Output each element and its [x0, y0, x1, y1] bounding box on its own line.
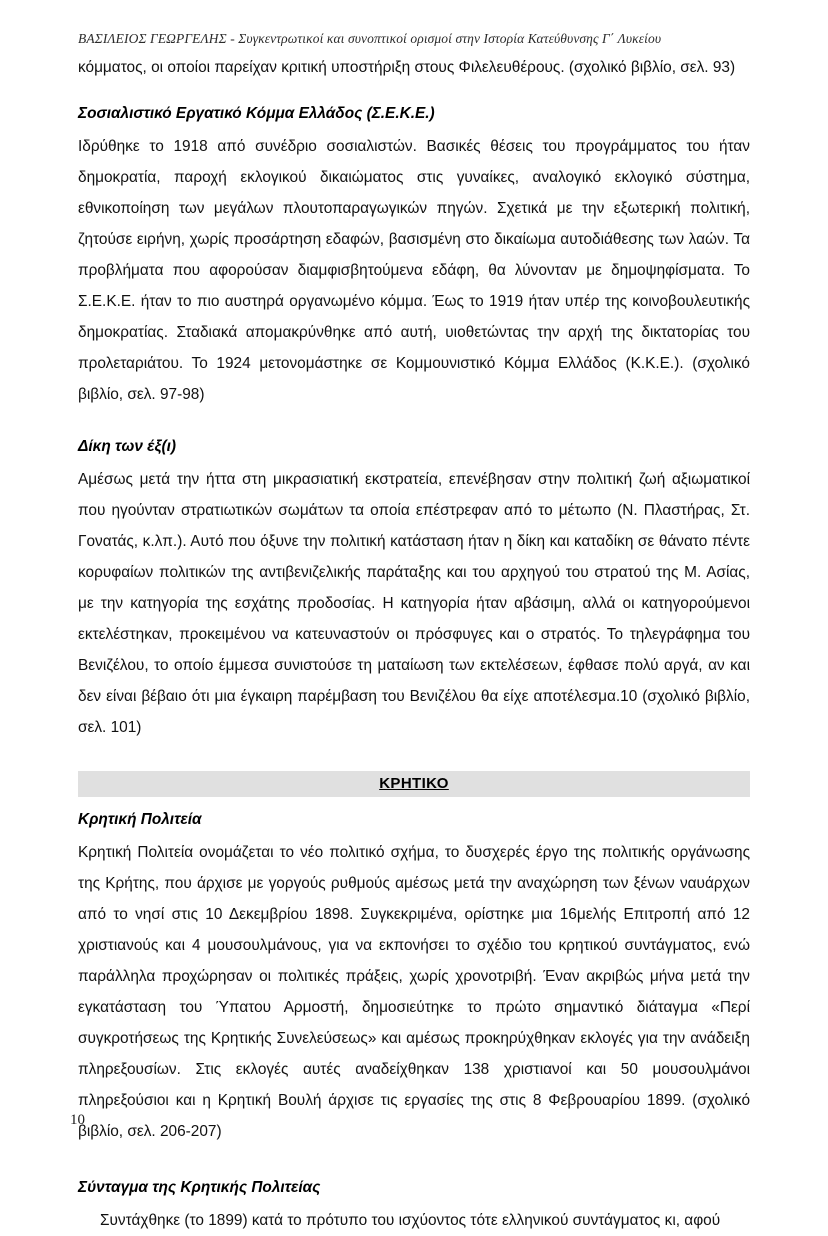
section-heading-diki-ton-exi: Δίκη των έξ(ι): [78, 438, 176, 456]
section-body-diki-ton-exi: Αμέσως μετά την ήττα στη μικρασιατική εκστρατεία, επενέβησαν στην πολιτική ζωή αξιωματικοί που ηγούνταν στρατιωτικών σωμάτων τα οποία επέστρεφαν από το μέτωπο (Ν. Πλαστήρας, Στ. Γονατάς, κ.λπ.). Αυτό που όξυνε την πολιτική κατάσταση ήταν η δίκη και καταδίκη σε θάνατο πέντε κορυφαίων πολιτικών της αντιβενιζελικής παράταξης και του αρχηγού του στρατού της Μ. Ασίας, με την κατηγορία της εσχάτης προδοσίας. Η κατηγορία ήταν αβάσιμη, αλλά οι κατηγορούμενοι εκτελέστηκαν, προκειμένου να κατευναστούν οι πρόσφυγες και ο στρατός. Το τηλεγράφημα του Βενιζέλου, το οποίο έμμεσα συνιστούσε τη ματαίωση των εκτελέσεων, έφθασε πολύ αργά, αν και δεν είναι βέβαιο ότι μια έγκαιρη παρέμβαση του Βενιζέλου θα είχε αποτέλεσμα.10 (σχολικό βιβλίο, σελ. 101): [78, 471, 750, 737]
section-banner-kritiko: [78, 771, 750, 797]
section-heading-syntagma-kritikis-politeias: Σύνταγμα της Κρητικής Πολιτείας: [78, 1179, 321, 1197]
continued-paragraph: κόμματος, οι οποίοι παρείχαν κριτική υποστήριξη στους Φιλελευθέρους. (σχολικό βιβλίο, σελ. 93): [78, 59, 736, 77]
section-body-seke: Ιδρύθηκε το 1918 από συνέδριο σοσιαλιστών. Βασικές θέσεις του προγράμματος του ήταν δημοκρατία, παροχή εκλογικού δικαιώματος στις γυναίκες, αναλογικό εκλογικό σύστημα, εθνικοποίηση των μεγάλων πλουτοπαραγωγικών πηγών. Σχετικά με την εξωτερική πολιτική, ζητούσε ειρήνη, χωρίς προσάρτηση εδαφών, βασισμένη στο δικαίωμα αυτοδιάθεσης των λαών. Τα προβλήματα που αφορούσαν διαμφισβητούμενα εδάφη, θα λύνονταν με δημοψηφίσματα. Το Σ.Ε.Κ.Ε. ήταν το πιο αυστηρά οργανωμένο κόμμα. Έως το 1919 ήταν υπέρ της κοινοβουλευτικής δημοκρατίας. Σταδιακά απομακρύνθηκε από αυτή, υιοθετώντας την αρχή της δικτατορίας του προλεταριάτου. Το 1924 μετονομάστηκε σε Κομμουνιστικό Κόμμα Ελλάδος (Κ.Κ.Ε.). (σχολικό βιβλίο, σελ. 97-98): [78, 138, 750, 404]
spacer: [78, 1147, 750, 1177]
section-body-syntagma-kritikis-politeias: Συντάχθηκε (το 1899) κατά το πρότυπο του ισχύοντος τότε ελληνικού συντάγματος κι, αφού: [100, 1212, 721, 1230]
spacer: [78, 83, 750, 103]
page-number: 10: [70, 1112, 85, 1128]
spacer: [78, 797, 750, 809]
page-content: [78, 0, 750, 1236]
section-heading-kritiki-politeia: Κρητική Πολιτεία: [78, 811, 202, 829]
running-header: ΒΑΣΙΛΕΙΟΣ ΓΕΩΡΓΕΛΗΣ - Συγκεντρωτικοί και συνοπτικοί ορισμοί στην Ιστορία Κατεύθυνσης Γ΄ Λυκείου: [78, 31, 662, 46]
section-banner-label: ΚΡΗΤΙΚΟ: [379, 775, 449, 793]
section-body-kritiki-politeia: Κρητική Πολιτεία ονομάζεται το νέο πολιτικό σχήμα, το δυσχερές έργο της πολιτικής οργάνωσης της Κρήτης, που άρχισε με γοργούς ρυθμούς αμέσως μετά την αναχώρηση των ξένων ναυάρχων από το νησί στις 10 Δεκεμβρίου 1898. Συγκεκριμένα, ορίστηκε μια 16μελής Επιτροπή από 12 χριστιανούς και 4 μουσουλμάνους, για να εκπονήσει το σχέδιο του κρητικού συντάγματος, ενώ παράλληλα προχώρησαν οι πολιτικές πράξεις, χωρίς χρονοτριβή. Έναν ακριβώς μήνα μετά την εγκατάσταση του Ύπατου Αρμοστή, δημοσιεύτηκε το πρώτο σημαντικό διάταγμα «Περί συγκροτήσεως της Κρητικής Συνελεύσεως» και αμέσως προκηρύχθηκαν εκλογές για την ανάδειξη πληρεξουσίων. Στις εκλογές αυτές αναδείχθηκαν 138 χριστιανοί και 50 μουσουλμάνοι πληρεξούσιοι και η Κρητική Βουλή άρχισε τις εργασίες της στις 8 Φεβρουαρίου 1899. (σχολικό βιβλίο, σελ. 206-207): [78, 844, 750, 1141]
section-heading-seke: Σοσιαλιστικό Εργατικό Κόμμα Ελλάδος (Σ.Ε.Κ.Ε.): [78, 105, 435, 123]
